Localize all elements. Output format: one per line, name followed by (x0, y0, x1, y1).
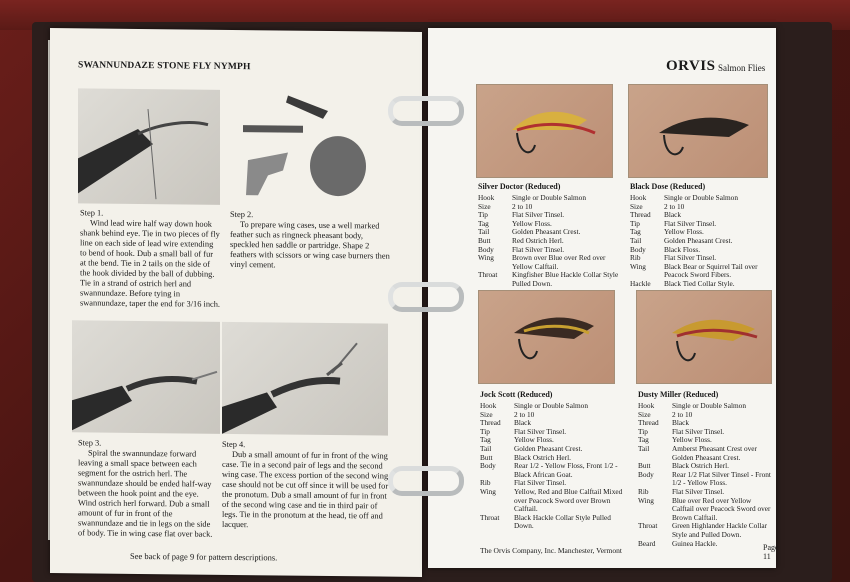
spec-key: Body (638, 469, 654, 479)
spec-value: 2 to 10 (512, 201, 533, 211)
step-2-photo (228, 90, 388, 207)
spec-key: Tip (480, 426, 490, 436)
spec-value: Yellow Floss. (672, 435, 712, 445)
spec-key: Hook (630, 193, 647, 202)
fly-name-silver-doctor: Silver Doctor (Reduced) (478, 182, 561, 191)
spec-key: Tag (478, 218, 489, 228)
spec-value: Golden Pheasant Crest. (514, 443, 583, 453)
right-page-footer: The Orvis Company, Inc. Manchester, Vermont (480, 546, 622, 555)
spec-row (638, 522, 773, 539)
spec-key: Butt (638, 461, 651, 471)
spec-key: Rib (630, 253, 641, 263)
spec-value: Golden Pheasant Crest. (512, 227, 581, 237)
step-1-photo (78, 88, 220, 204)
spec-value: Yellow Floss. (514, 435, 554, 445)
spec-value: Yellow Floss. (664, 227, 704, 237)
step-2-label: Step 2. (230, 209, 254, 220)
spec-value: Single or Double Salmon (664, 193, 738, 202)
spec-key: Wing (480, 486, 496, 496)
fly-name-black-dose: Black Dose (Reduced) (630, 182, 706, 191)
spec-row (480, 428, 630, 437)
spec-value: Single or Double Salmon (514, 401, 588, 410)
spec-key: Tip (630, 218, 640, 228)
spec-value: Flat Silver Tinsel. (672, 486, 725, 496)
spec-row (480, 411, 630, 420)
step-2 (230, 210, 390, 272)
step-2-text: To prepare wing cases, use a well marked feather such as ringneck pheasant body, speckled hen saddle or partridge. Shape 2 feathers with scissors or wing case burners then vinyl cement. (230, 220, 390, 270)
spec-value: Green Highlander Hackle Collar Style and Pulled Down. (672, 521, 768, 539)
fly-name-dusty-miller: Dusty Miller (Reduced) (638, 390, 719, 399)
left-page[interactable] (50, 28, 422, 577)
spec-key: Tag (480, 435, 491, 445)
spec-key: Body (630, 244, 646, 254)
spec-key: Tail (630, 235, 642, 245)
spec-key: Hook (480, 401, 497, 410)
spec-row (478, 271, 626, 288)
spec-value: Flat Silver Tinsel. (664, 253, 717, 263)
spec-value: Black Floss. (664, 244, 701, 254)
fly-photo-black-dose (628, 84, 768, 178)
spec-row (638, 471, 773, 488)
step-3-text: Spiral the swannundaze forward leaving a small space between each segment for the ostrich herl. The swannundaze should be ended half-way between the hook point and the eye. Wind ostrich herl forward. Dub a small amount of fur in front of the swannundaze and tie in legs on the side of body. Tie in wing case flat over back. (78, 448, 213, 539)
spec-key: Thread (480, 418, 501, 428)
spec-key: Size (630, 201, 643, 211)
spec-value: Brown over Blue over Red over Yellow Calftail. (512, 253, 606, 271)
spec-value: Black (664, 210, 682, 220)
spec-row (478, 211, 626, 220)
spec-value: Flat Silver Tinsel. (514, 426, 567, 436)
step-3 (78, 438, 218, 539)
orvis-logo: ORVIS (666, 58, 716, 74)
spec-key: Thread (638, 418, 659, 428)
page-number: Page 11 (763, 543, 779, 561)
spec-value: Flat Silver Tinsel. (512, 210, 565, 220)
spec-row (638, 402, 773, 411)
spec-value: Black Bear or Squirrel Tail over Peacock Sword Fibers. (664, 261, 758, 280)
spec-value: Flat Silver Tinsel. (514, 478, 567, 488)
binder-ring-top (388, 96, 464, 126)
spec-jock-scott (480, 402, 630, 531)
spec-value: Rear 1/2 - Yellow Floss, Front 1/2 - Black African Goat. (514, 461, 618, 479)
spec-key: Hook (638, 401, 655, 410)
spec-row (478, 194, 626, 203)
spec-row (480, 462, 630, 479)
spec-row (630, 280, 770, 289)
spec-key: Throat (638, 521, 658, 531)
spec-key: Rib (638, 486, 649, 496)
spec-value: 2 to 10 (672, 409, 693, 419)
left-page-footer: See back of page 9 for pattern descriptions. (130, 550, 278, 563)
spec-value: Black (514, 418, 532, 428)
spec-value: Black (672, 418, 690, 428)
spec-row (630, 263, 770, 280)
spec-key: Wing (630, 261, 646, 271)
spec-key: Beard (638, 538, 656, 548)
spec-row (480, 514, 630, 531)
spec-value: Flat Silver Tinsel. (664, 218, 717, 228)
binder-ring-bottom (388, 466, 464, 496)
step-4-label: Step 4. (222, 439, 246, 450)
step-3-label: Step 3. (78, 438, 102, 448)
spec-silver-doctor (478, 194, 626, 297)
step-1 (80, 208, 220, 309)
spec-key: Hook (478, 193, 495, 202)
page-title: SWANNUNDAZE STONE FLY NYMPH (78, 60, 251, 73)
spec-row (638, 497, 773, 523)
fly-photo-jock-scott (478, 290, 615, 384)
spec-dusty-miller (638, 402, 773, 548)
spec-key: Tip (638, 426, 648, 436)
spec-value: Guinea Hackle. (672, 538, 718, 548)
spec-key: Size (638, 409, 651, 419)
spec-value: Flat Silver Tinsel. (672, 426, 725, 436)
spec-value: 2 to 10 (514, 409, 535, 419)
spec-value: Amberst Pheasant Crest over Golden Pheasant Crest. (672, 443, 757, 462)
step-1-text: Wind lead wire half way down hook shank behind eye. Tie in two pieces of fly line on each side of lead wire extending to bend of hook. Dub a small ball of fur at the bend. Tie in 2 tails on the side of the hook divided by the ball of dubbing. Tie in a strand of ostrich herl and swannundaze. Before tying in swannundaze, taper the end for 3/16 inch. (80, 218, 220, 309)
spec-value: Single or Double Salmon (672, 401, 746, 410)
spec-key: Butt (478, 235, 491, 245)
spec-value: Kingfisher Blue Hackle Collar Style Pulled Down. (512, 270, 619, 288)
section-title: Salmon Flies (718, 63, 766, 73)
spec-row (478, 254, 626, 271)
spec-value: 2 to 10 (664, 201, 685, 211)
spec-black-dose (630, 194, 770, 289)
spec-key: Tail (480, 443, 492, 453)
spec-row (630, 203, 770, 212)
step-4-text: Dub a small amount of fur in front of the wing case. Tie in a second pair of legs and the second wing case. The excess portion of the second wing case should not be cut off since it will be used for the pronotum. Dub a small amount of fur in front of the second wing case and tie in third pair of legs. Tie in the pronotum at the head, tie off and lacquer. (222, 449, 389, 530)
spec-key: Tip (478, 210, 488, 220)
fly-photo-dusty-miller (636, 290, 772, 384)
spec-key: Tag (638, 435, 649, 445)
step-4 (222, 440, 392, 532)
spec-value: Blue over Red over Yellow Calftail over Peacock Sword over Brown Calftail. (672, 495, 771, 522)
spec-key: Size (480, 409, 493, 419)
step-3-photo (72, 320, 220, 434)
spec-value: Black Hackle Collar Style Pulled Down. (514, 512, 611, 531)
spec-value: Yellow, Red and Blue Calftail Mixed over Peacock Sword over Brown Calftail. (514, 486, 623, 514)
spec-value: Red Ostrich Herl. (512, 235, 564, 245)
spec-value: Yellow Floss. (512, 218, 552, 228)
spec-key: Throat (480, 512, 500, 522)
spec-value: Black Tied Collar Style. (664, 278, 735, 288)
spec-value: Black Ostrich Herl. (672, 461, 729, 471)
spec-key: Body (478, 244, 494, 254)
spec-value: Rear 1/2 Flat Silver Tinsel - Front 1/2 - Yellow Floss. (672, 469, 771, 488)
spec-key: Tail (638, 443, 650, 453)
spec-key: Thread (630, 210, 651, 220)
spec-key: Butt (480, 452, 493, 462)
step-4-photo (222, 322, 388, 436)
spec-key: Size (478, 201, 491, 211)
spec-row (630, 194, 770, 203)
spec-row (638, 445, 773, 462)
spec-value: Single or Double Salmon (512, 193, 586, 202)
spec-key: Tail (478, 227, 490, 237)
spec-value: Black Ostrich Herl. (514, 452, 571, 462)
spec-key: Wing (478, 253, 494, 263)
spec-key: Wing (638, 495, 654, 505)
spec-row (630, 237, 770, 246)
spec-row (480, 402, 630, 411)
spec-key: Body (480, 461, 496, 471)
spec-row (638, 540, 773, 549)
spec-key: Tag (630, 227, 641, 237)
fly-photo-silver-doctor (476, 84, 613, 178)
spec-value: Flat Silver Tinsel. (512, 244, 565, 254)
spec-value: Golden Pheasant Crest. (664, 235, 733, 245)
step-1-label: Step 1. (80, 208, 104, 218)
binder-ring-middle (388, 282, 464, 312)
spec-key: Throat (478, 270, 498, 280)
spec-key: Rib (480, 478, 491, 488)
spec-row (480, 488, 630, 514)
fly-name-jock-scott: Jock Scott (Reduced) (480, 390, 553, 399)
spec-key: Hackle (630, 278, 651, 288)
right-page[interactable] (428, 28, 779, 568)
